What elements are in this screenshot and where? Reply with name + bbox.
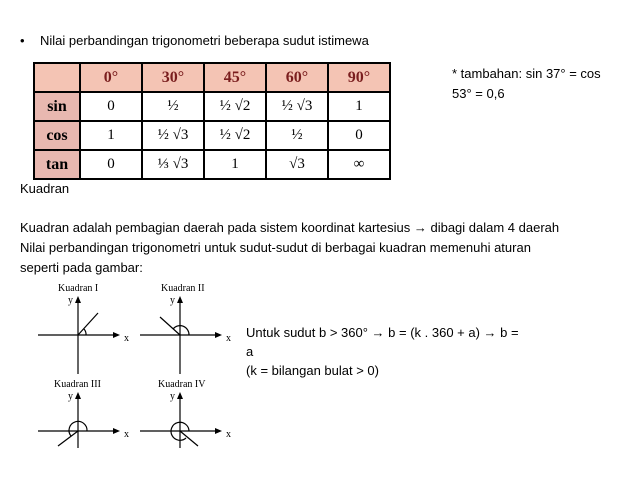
table-cell: 0 — [80, 150, 142, 179]
arrow-up-icon — [177, 392, 183, 399]
rule-text — [246, 323, 566, 380]
arrow-right-icon — [113, 428, 120, 434]
header-60: 60° — [266, 63, 328, 92]
axis-x-label: x — [124, 429, 129, 440]
table-row — [34, 121, 390, 150]
table-header-row — [34, 63, 390, 92]
axis-y-label: y — [68, 391, 73, 402]
table-cell: ½ √3 — [142, 121, 204, 150]
rule-line-1: Untuk sudut b > 360° → b = (k . 360 + a) → b = — [246, 325, 519, 340]
note-line-2: 53° = 0,6 — [452, 86, 505, 101]
bullet-heading — [20, 33, 369, 48]
axis-y-label: y — [68, 295, 73, 306]
row-label-sin: sin — [34, 92, 80, 121]
table-cell: 1 — [204, 150, 266, 179]
table-cell: ½ √2 — [204, 121, 266, 150]
paragraph-line-3: seperti pada gambar: — [20, 260, 143, 275]
kuadran-paragraph — [20, 218, 632, 278]
header-45: 45° — [204, 63, 266, 92]
table-cell: ½ — [266, 121, 328, 150]
arrow-right-icon — [215, 428, 222, 434]
angle-ray — [78, 313, 98, 335]
quadrant-label-3: Kuadran III — [54, 379, 101, 390]
kuadran-title: Kuadran — [20, 181, 70, 196]
table-cell: 1 — [80, 121, 142, 150]
arrow-right-icon — [215, 332, 222, 338]
quadrant-label-2: Kuadran II — [161, 283, 205, 294]
table-cell: ½ √3 — [266, 92, 328, 121]
row-label-tan: tan — [34, 150, 80, 179]
angle-ray — [180, 431, 198, 446]
axis-y-label: y — [170, 391, 175, 402]
axis-x-label: x — [124, 333, 129, 344]
quadrant-label-1: Kuadran I — [58, 283, 99, 294]
table-cell: ½ — [142, 92, 204, 121]
paragraph-line-1: Kuadran adalah pembagian daerah pada sistem koordinat kartesius → dibagi dalam 4 daerah — [20, 220, 560, 235]
quadrant-label-4: Kuadran IV — [158, 379, 206, 390]
arrow-up-icon — [75, 392, 81, 399]
angle-arc — [84, 329, 86, 335]
note-line-1: * tambahan: sin 37° = cos — [452, 66, 601, 81]
table-cell: 1 — [328, 92, 390, 121]
arrow-up-icon — [75, 296, 81, 303]
rule-line-2: a — [246, 344, 254, 359]
table-cell: ½ √2 — [204, 92, 266, 121]
trig-table — [33, 62, 391, 180]
axis-x-label: x — [226, 429, 231, 440]
bullet-symbol: • — [20, 33, 25, 48]
table-cell: √3 — [266, 150, 328, 179]
table-row — [34, 92, 390, 121]
header-30: 30° — [142, 63, 204, 92]
arrow-up-icon — [177, 296, 183, 303]
header-90: 90° — [328, 63, 390, 92]
header-0: 0° — [80, 63, 142, 92]
bullet-text: Nilai perbandingan trigonometri beberapa sudut istimewa — [40, 33, 369, 48]
angle-ray — [58, 431, 78, 446]
table-cell: ⅓ √3 — [142, 150, 204, 179]
paragraph-line-2: Nilai perbandingan trigonometri untuk sudut-sudut di berbagai kuadran memenuhi aturan — [20, 240, 531, 255]
table-cell: 0 — [328, 121, 390, 150]
table-corner — [34, 63, 80, 92]
rule-line-3: (k = bilangan bulat > 0) — [246, 363, 379, 378]
row-label-cos: cos — [34, 121, 80, 150]
arrow-right-icon — [113, 332, 120, 338]
table-cell: ∞ — [328, 150, 390, 179]
axis-x-label: x — [226, 333, 231, 344]
quadrant-diagrams — [32, 280, 242, 450]
axis-y-label: y — [170, 295, 175, 306]
note-box — [452, 64, 632, 104]
table-cell: 0 — [80, 92, 142, 121]
table-row — [34, 150, 390, 179]
